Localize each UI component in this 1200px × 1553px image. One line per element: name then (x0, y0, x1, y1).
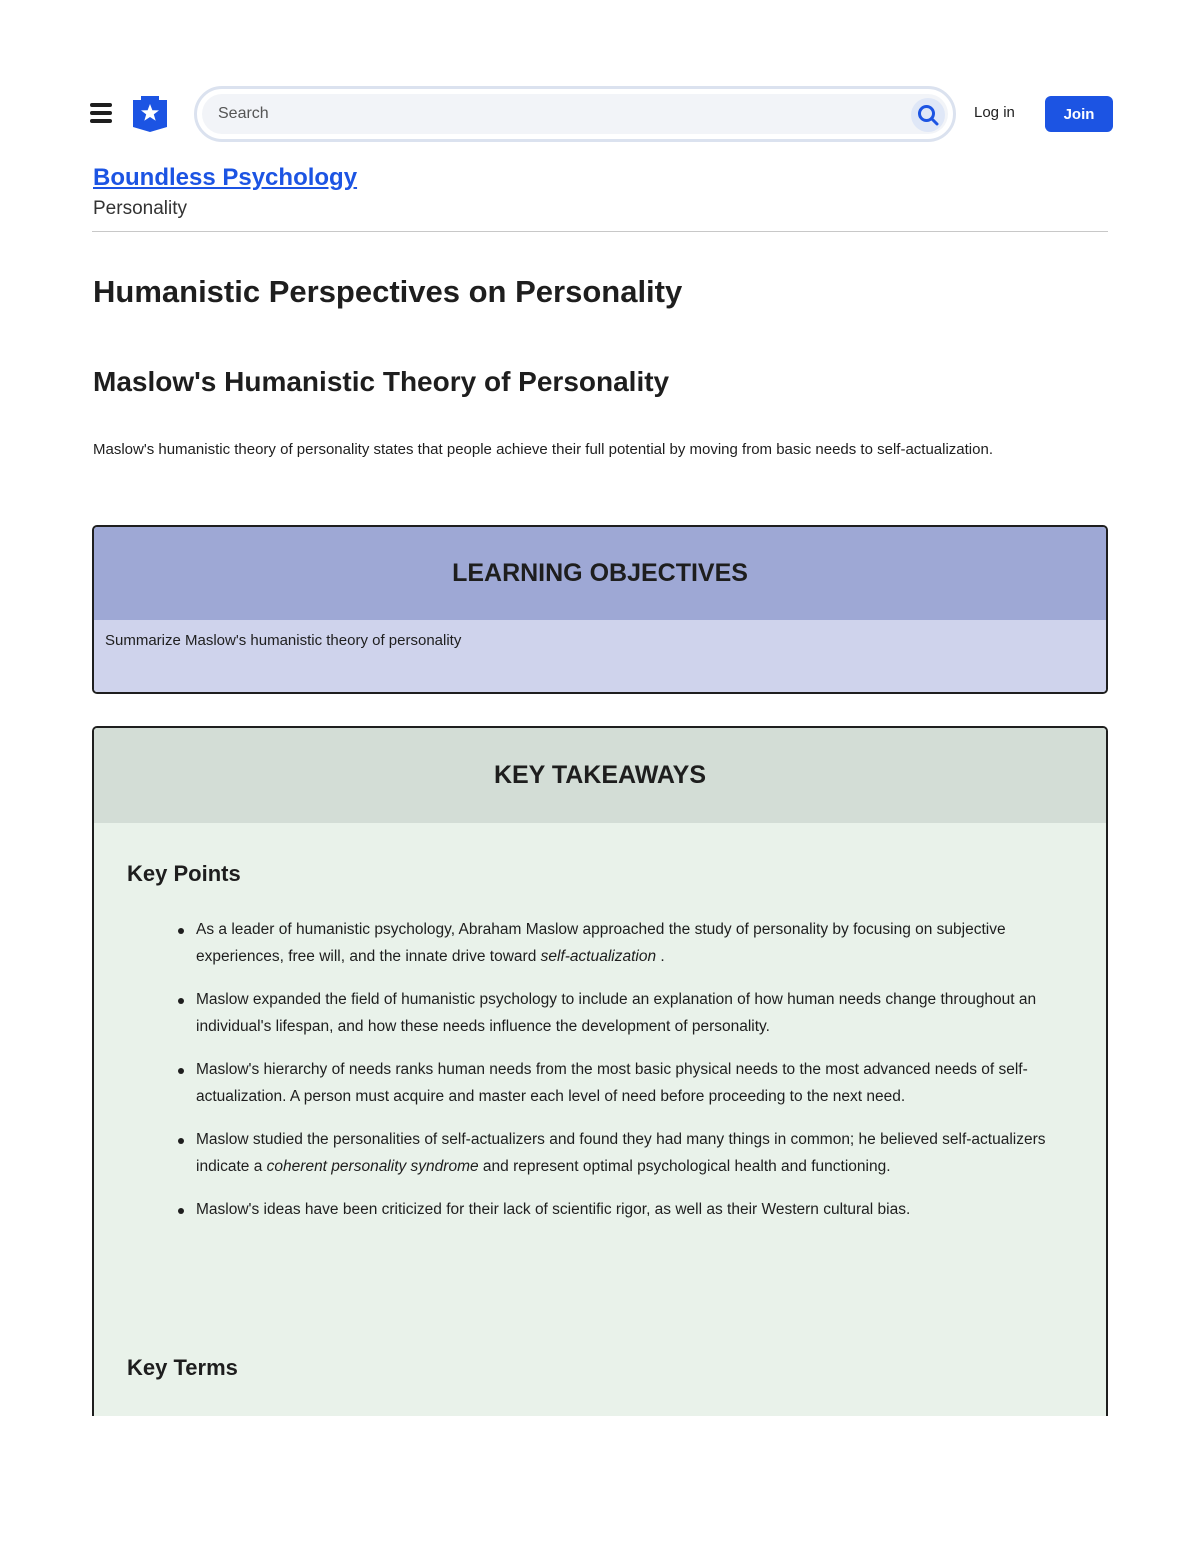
login-link[interactable]: Log in (974, 104, 1015, 121)
key-point-item (196, 987, 1056, 1040)
key-point-text: Maslow's hierarchy of needs ranks human needs from the most basic physical needs to the most advanced needs of self-actualization. A person must acquire and master each level of need before proceeding to the next need. (196, 1061, 1028, 1105)
key-points-list (196, 917, 1056, 1241)
section-intro: Maslow's humanistic theory of personality states that people achieve their full potential by moving from basic needs to self-actualization. (93, 441, 993, 458)
key-point-item (196, 1057, 1056, 1110)
chapter-label: Personality (93, 198, 187, 219)
learning-objectives-box (92, 525, 1108, 694)
key-takeaways-box (92, 726, 1108, 1416)
join-button[interactable]: Join (1045, 96, 1113, 132)
learning-objective-text: Summarize Maslow's humanistic theory of personality (105, 632, 462, 649)
search-input[interactable] (202, 94, 948, 134)
key-point-text: As a leader of humanistic psychology, Abraham Maslow approached the study of personality by focusing on subjective experiences, free will, and the innate drive toward (196, 921, 1006, 965)
key-point-text: and represent optimal psychological health and functioning. (478, 1157, 891, 1175)
search-bar (194, 86, 956, 142)
section-title: Maslow's Humanistic Theory of Personality (93, 366, 670, 397)
key-point-text: . (656, 947, 665, 965)
key-takeaways-body (94, 823, 1106, 1416)
key-point-item (196, 917, 1056, 970)
search-icon[interactable] (911, 98, 945, 132)
key-point-item (196, 1197, 1056, 1224)
key-point-text: Maslow expanded the field of humanistic psychology to include an explanation of how human needs change throughout an individual's lifespan, and how these needs influence the development of personality. (196, 991, 1037, 1035)
hamburger-menu-icon[interactable] (90, 103, 112, 123)
learning-objectives-heading: LEARNING OBJECTIVES (452, 559, 748, 587)
key-takeaways-heading: KEY TAKEAWAYS (493, 761, 707, 789)
key-point-text: Maslow studied the personalities of self-actualizers and found they had many things in common; he believed self-actualizers indicate a (196, 1131, 1046, 1175)
key-point-text: Maslow's ideas have been criticized for their lack of scientific rigor, as well as their Western cultural bias. (196, 1201, 911, 1218)
header-divider (92, 231, 1108, 232)
key-takeaways-header (94, 728, 1106, 823)
learning-objectives-header (94, 527, 1106, 620)
key-point-emphasis: self-actualization (540, 947, 657, 965)
book-star-logo-icon[interactable] (131, 96, 169, 132)
top-bar (0, 0, 1200, 160)
key-point-emphasis: coherent personality syndrome (266, 1157, 479, 1175)
course-title-link[interactable]: Boundless Psychology (93, 164, 358, 191)
page-title: Humanistic Perspectives on Personality (93, 274, 683, 309)
key-point-item (196, 1127, 1056, 1180)
learning-objectives-body (94, 620, 1106, 694)
key-terms-title: Key Terms (127, 1355, 238, 1380)
key-points-title: Key Points (127, 861, 241, 886)
